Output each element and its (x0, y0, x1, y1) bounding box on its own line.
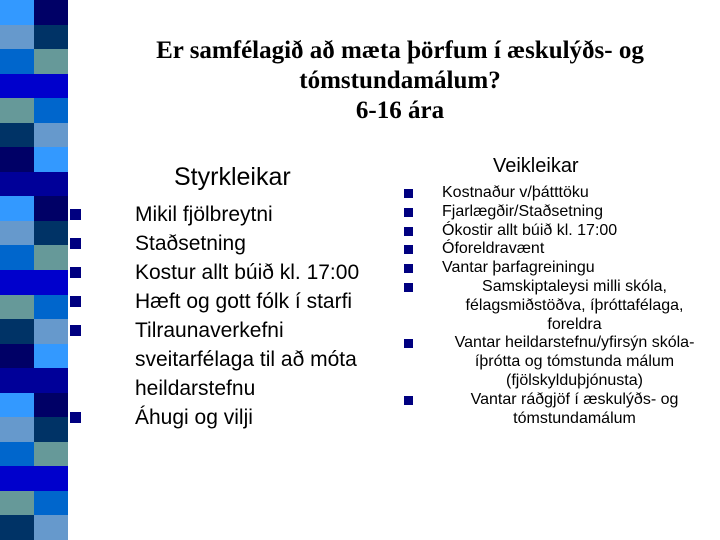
mosaic-row (0, 515, 68, 540)
mosaic-row (0, 466, 68, 491)
mosaic-tile (34, 491, 68, 516)
mosaic-tile (34, 221, 68, 246)
mosaic-tile (34, 172, 68, 197)
mosaic-tile (0, 393, 34, 418)
mosaic-tile (0, 245, 34, 270)
mosaic-tile (34, 25, 68, 50)
mosaic-row (0, 49, 68, 74)
mosaic-tile (34, 98, 68, 123)
mosaic-tile (0, 0, 34, 25)
square-bullet-icon (404, 227, 413, 236)
mosaic-tile (34, 270, 68, 295)
list-item: Ókostir allt búið kl. 17:00 (404, 222, 704, 241)
mosaic-tile (34, 319, 68, 344)
square-bullet-icon (404, 189, 413, 198)
list-item: Hæft og gott fólk í starfi (70, 287, 390, 316)
mosaic-tile (34, 417, 68, 442)
list-item: Fjarlægðir/Staðsetning (404, 203, 704, 222)
list-item: Óforeldravænt (404, 240, 704, 259)
list-item: Samskiptaleysi milli skóla, félagsmiðstöðva, íþróttafélaga, foreldra (404, 278, 704, 334)
strengths-list (70, 200, 390, 432)
square-bullet-icon (404, 396, 413, 405)
title-line-1: Er samfélagið að mæta þörfum í æskulýðs- og (156, 37, 644, 64)
mosaic-tile (0, 344, 34, 369)
mosaic-row (0, 147, 68, 172)
title-line-3: 6-16 ára (355, 97, 445, 124)
mosaic-tile (0, 515, 34, 540)
square-bullet-icon (404, 208, 413, 217)
mosaic-tile (0, 172, 34, 197)
list-item: Tilraunaverkefni sveitarfélaga til að móta heildarstefnu (70, 316, 390, 403)
decorative-mosaic-strip (0, 0, 68, 540)
mosaic-row (0, 417, 68, 442)
square-bullet-icon (404, 339, 413, 348)
mosaic-tile (0, 221, 34, 246)
weaknesses-heading: Veikleikar (493, 155, 579, 177)
mosaic-row (0, 74, 68, 99)
mosaic-row (0, 393, 68, 418)
mosaic-row (0, 98, 68, 123)
square-bullet-icon (70, 238, 81, 249)
list-item: Staðsetning (70, 229, 390, 258)
mosaic-row (0, 196, 68, 221)
square-bullet-icon (404, 245, 413, 254)
list-item: Kostnaður v/þátttöku (404, 184, 704, 203)
mosaic-tile (0, 368, 34, 393)
weaknesses-list (404, 184, 704, 428)
list-item: Vantar heildarstefnu/yfirsýn skóla- íþrótta og tómstunda málum (fjölskylduþjónusta) (404, 334, 704, 390)
mosaic-tile (0, 98, 34, 123)
mosaic-row (0, 245, 68, 270)
mosaic-tile (0, 74, 34, 99)
square-bullet-icon (404, 264, 413, 273)
strengths-heading: Styrkleikar (174, 163, 291, 191)
list-item: Áhugi og vilji (70, 403, 390, 432)
mosaic-row (0, 368, 68, 393)
mosaic-tile (0, 25, 34, 50)
slide-title (100, 36, 700, 126)
mosaic-row (0, 295, 68, 320)
mosaic-row (0, 0, 68, 25)
mosaic-tile (0, 295, 34, 320)
square-bullet-icon (404, 283, 413, 292)
title-line-2: tómstundamálum? (299, 67, 501, 94)
mosaic-tile (0, 466, 34, 491)
mosaic-row (0, 123, 68, 148)
mosaic-tile (34, 368, 68, 393)
mosaic-tile (34, 442, 68, 467)
mosaic-tile (34, 393, 68, 418)
mosaic-tile (34, 147, 68, 172)
square-bullet-icon (70, 267, 81, 278)
mosaic-tile (0, 417, 34, 442)
mosaic-tile (0, 196, 34, 221)
mosaic-tile (34, 295, 68, 320)
list-item: Mikil fjölbreytni (70, 200, 390, 229)
mosaic-tile (34, 123, 68, 148)
mosaic-tile (0, 49, 34, 74)
mosaic-tile (34, 466, 68, 491)
mosaic-tile (34, 49, 68, 74)
mosaic-tile (0, 319, 34, 344)
mosaic-tile (0, 442, 34, 467)
mosaic-tile (34, 344, 68, 369)
mosaic-tile (0, 491, 34, 516)
square-bullet-icon (70, 325, 81, 336)
square-bullet-icon (70, 412, 81, 423)
mosaic-row (0, 270, 68, 295)
mosaic-tile (0, 147, 34, 172)
mosaic-tile (34, 0, 68, 25)
list-item: Vantar þarfagreiningu (404, 259, 704, 278)
mosaic-tile (34, 74, 68, 99)
list-item: Vantar ráðgjöf í æskulýðs- og tómstundamálum (404, 391, 704, 429)
list-item: Kostur allt búið kl. 17:00 (70, 258, 390, 287)
mosaic-row (0, 344, 68, 369)
mosaic-tile (34, 515, 68, 540)
square-bullet-icon (70, 209, 81, 220)
mosaic-row (0, 442, 68, 467)
mosaic-tile (34, 196, 68, 221)
square-bullet-icon (70, 296, 81, 307)
mosaic-tile (0, 123, 34, 148)
mosaic-row (0, 172, 68, 197)
mosaic-row (0, 221, 68, 246)
mosaic-row (0, 25, 68, 50)
mosaic-tile (34, 245, 68, 270)
mosaic-tile (0, 270, 34, 295)
mosaic-row (0, 319, 68, 344)
mosaic-row (0, 491, 68, 516)
